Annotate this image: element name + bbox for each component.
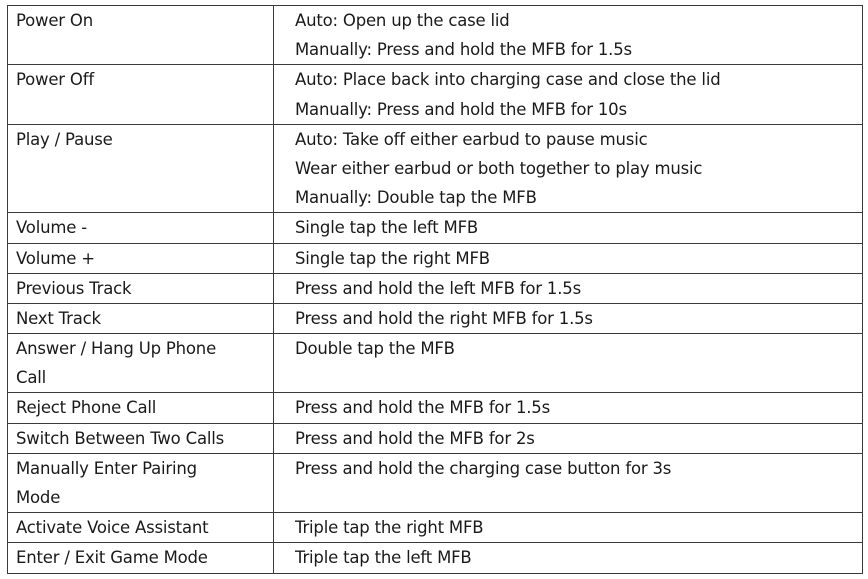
function-cell <box>8 393 274 423</box>
function-cell <box>8 273 274 303</box>
operation-text: Auto: Open up the case lid <box>295 11 510 30</box>
function-text: Previous Track <box>16 278 132 298</box>
function-text: Switch Between Two Calls <box>16 428 225 448</box>
function-cell <box>8 6 274 65</box>
operation-cell <box>274 65 863 124</box>
table-row <box>8 453 863 512</box>
function-text: Volume - <box>16 218 87 238</box>
operation-cell <box>274 6 863 65</box>
operation-text: Press and hold the right MFB for 1.5s <box>295 308 593 328</box>
operation-text: Press and hold the MFB for 2s <box>295 428 535 448</box>
operation-cell <box>274 543 863 573</box>
function-text: Enter / Exit Game Mode <box>16 548 208 568</box>
operation-text: Auto: Take off either earbud to pause music <box>295 129 648 149</box>
operation-cell <box>274 393 863 423</box>
function-cell <box>8 303 274 333</box>
function-cell <box>8 213 274 243</box>
operation-cell <box>274 423 863 453</box>
table-row <box>8 65 863 124</box>
function-text: Volume + <box>16 248 95 268</box>
table-row <box>8 513 863 543</box>
operation-cell <box>274 273 863 303</box>
operation-text: Triple tap the right MFB <box>295 518 484 538</box>
table-row <box>8 423 863 453</box>
function-cell <box>8 423 274 453</box>
table-row <box>8 303 863 333</box>
operation-text: Single tap the right MFB <box>295 248 490 268</box>
controls-table <box>7 5 863 574</box>
function-text: Call <box>16 368 47 388</box>
table-row <box>8 6 863 65</box>
table-row <box>8 543 863 573</box>
operation-text: Triple tap the left MFB <box>295 548 472 568</box>
operation-text: Single tap the left MFB <box>295 218 479 238</box>
function-text: Power Off <box>16 70 94 90</box>
operation-text: Auto: Place back into charging case and close the lid <box>295 70 721 90</box>
function-cell <box>8 543 274 573</box>
operation-cell <box>274 303 863 333</box>
operation-text: Double tap the MFB <box>295 339 455 359</box>
function-cell <box>8 513 274 543</box>
operation-cell <box>274 243 863 273</box>
function-text: Reject Phone Call <box>16 398 157 418</box>
operation-text: Press and hold the left MFB for 1.5s <box>295 278 581 298</box>
function-text: Power On <box>16 11 93 30</box>
function-text: Mode <box>16 488 61 507</box>
function-cell <box>8 65 274 124</box>
function-text: Play / Pause <box>16 129 113 149</box>
table-row <box>8 124 863 213</box>
operation-cell <box>274 124 863 213</box>
function-text: Manually Enter Pairing <box>16 458 197 478</box>
table-row <box>8 273 863 303</box>
operation-cell <box>274 334 863 393</box>
operation-text: Wear either earbud or both together to play music <box>295 158 703 178</box>
function-cell <box>8 124 274 213</box>
operation-text: Press and hold the charging case button for 3s <box>295 458 672 478</box>
function-text: Answer / Hang Up Phone <box>16 339 217 359</box>
operation-cell <box>274 213 863 243</box>
operation-text: Manually: Press and hold the MFB for 1.5s <box>295 40 632 60</box>
function-cell <box>8 334 274 393</box>
operation-text: Manually: Press and hold the MFB for 10s <box>295 99 627 119</box>
function-text: Activate Voice Assistant <box>16 518 209 538</box>
table-row <box>8 243 863 273</box>
operation-text: Press and hold the MFB for 1.5s <box>295 398 550 418</box>
operation-cell <box>274 513 863 543</box>
function-text: Next Track <box>16 308 101 328</box>
table-row <box>8 393 863 423</box>
function-cell <box>8 453 274 512</box>
function-cell <box>8 243 274 273</box>
operation-text: Manually: Double tap the MFB <box>295 188 537 208</box>
table-row <box>8 213 863 243</box>
table-row <box>8 334 863 393</box>
operation-cell <box>274 453 863 512</box>
